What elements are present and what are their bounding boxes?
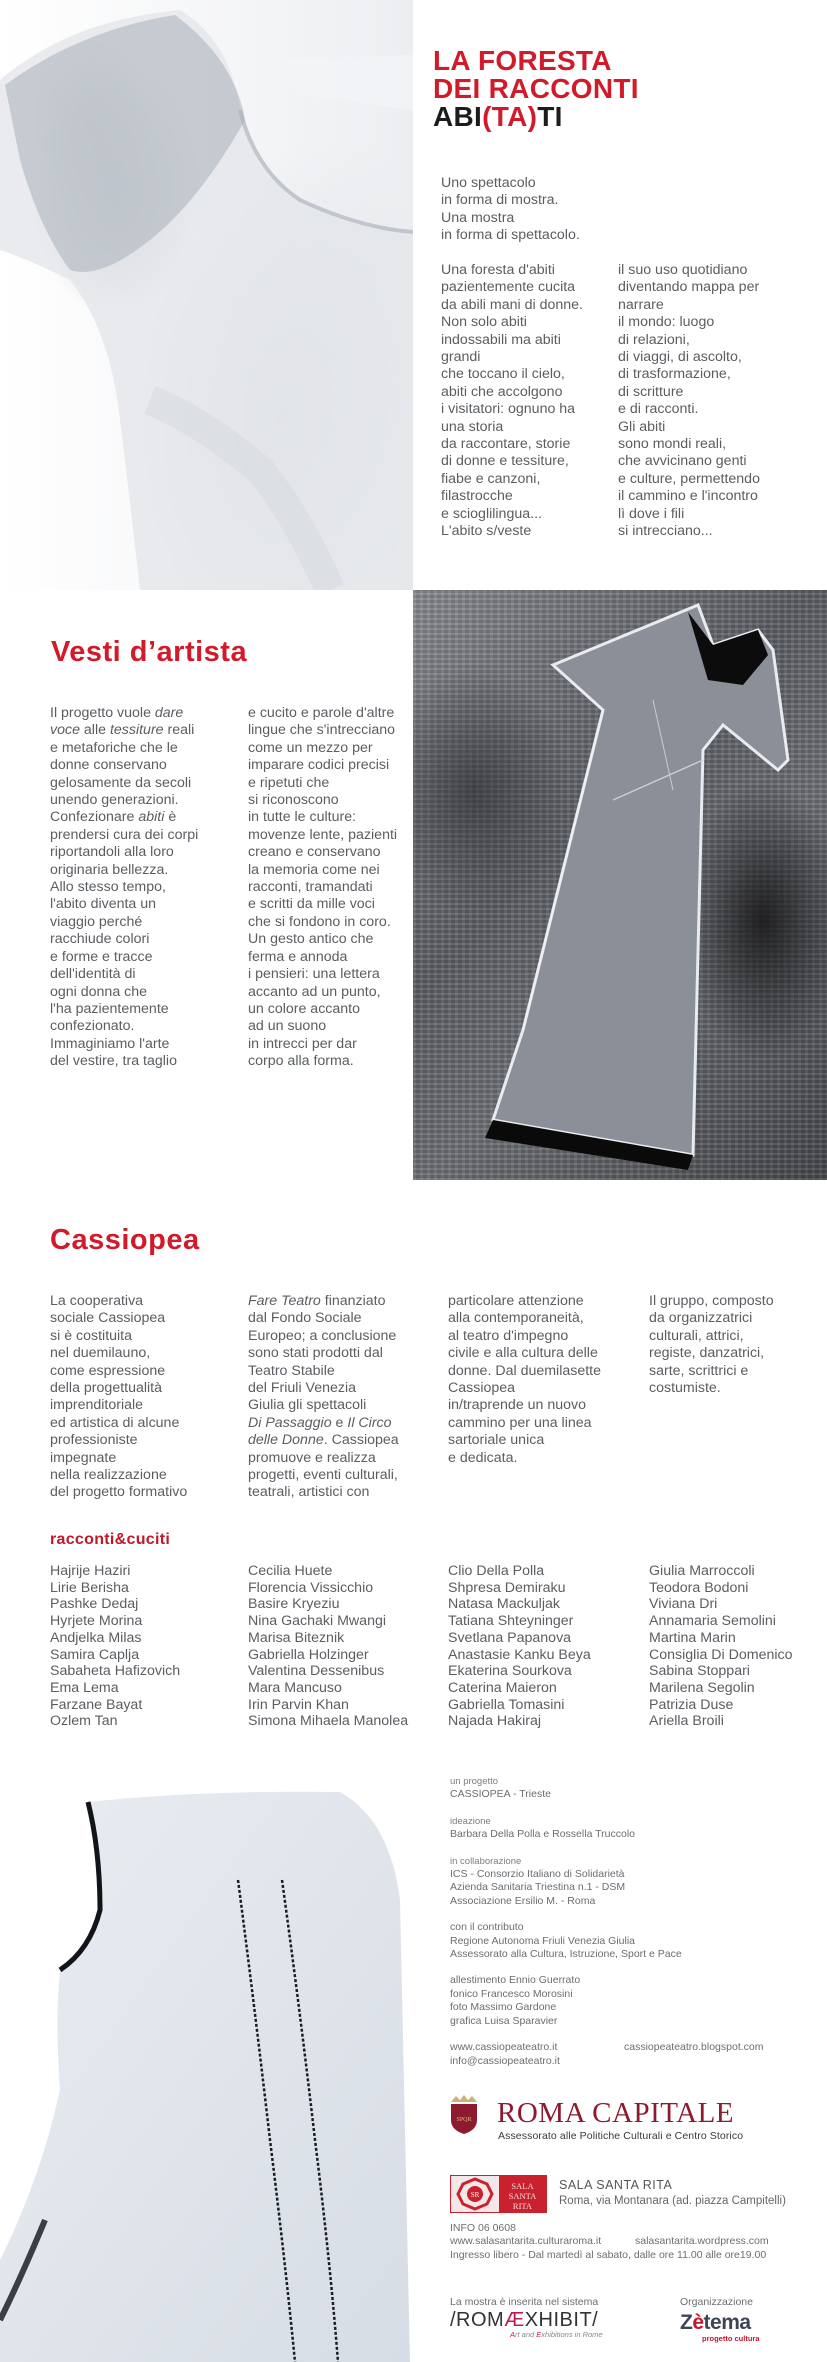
name-item: Lirie Berisha [50,1579,129,1596]
credit-value: foto Massimo Gardone [450,2001,557,2014]
name-item: Natasa Mackuljak [448,1596,560,1613]
name-item: Annamaria Semolini [649,1613,776,1630]
intro-column-1: Una foresta d'abiti pazientemente cucita da abili mani di donne. Non solo abiti indossabili ma abiti grandi che toccano il cielo, abiti che accolgono i visitatori: ognuno ha una storia da raccontare, storie di donne e tessiture, fiabe e canzoni, filastrocche e scioglilingua... L'abito s/veste [441,262,583,540]
crest-text: SPQR [456,2117,472,2123]
name-item: Consiglia Di Domenico [649,1646,793,1663]
names-column-1 [50,1563,250,1730]
name-item: Najada Hakiraj [448,1713,542,1730]
sala-address: Roma, via Montanara (ad. piazza Campitelli) [559,2195,786,2207]
title-line-1: LA FORESTA [433,45,612,76]
cassiopea-column-4: Il gruppo, composto da organizzatrici culturali, attrici, registe, danzatrici, sarte, scrittrici e costumiste. [649,1293,774,1397]
logo-text: XHIBIT/ [524,2309,599,2331]
text-run: finanziato dal Fondo Sociale Europeo; a conclusione sono stati prodotti dal Teatro Stabile del Friuli Venezia Giulia gli spettacoli [248,1293,397,1414]
name-item: Valentina Dessenibus [248,1663,385,1680]
vesti-heading: Vesti d’artista [51,636,248,668]
name-item: Hyrjete Morina [50,1613,143,1630]
credit-collaborazione [450,1855,820,1909]
zetema-tagline: progetto cultura [702,2334,760,2343]
sala-santa-rita-logo [450,2175,547,2213]
title-ta: (TA) [482,101,538,132]
credit-staff [450,1974,820,2028]
exhibition-title [433,47,639,131]
name-item: Anastasie Kanku Beya [448,1646,591,1663]
name-item: Ariella Broili [649,1713,724,1730]
credit-value: fonico Francesco Morosini [450,1987,573,2000]
vest-illustration [0,1760,440,2362]
text-run: alle [79,722,110,739]
name-item: Andjelka Milas [50,1629,142,1646]
logo-text: E [536,2330,542,2339]
title-ti: TI [537,101,563,132]
name-item: Gabriella Holzinger [248,1646,369,1663]
logo-text: /ROM [450,2309,505,2331]
name-item: Sabina Stoppari [649,1663,750,1680]
name-item: Clio Della Polla [448,1563,545,1579]
name-item: Hajrije Haziri [50,1563,131,1579]
cassiopea-column-3: particolare attenzione alla contemporaneità, al teatro d'impegno civile e alla cultura delle donne. Dal duemilasette Cassiopea in/traprende un nuovo cammino per una linea sartoriale unica e dedicata. [448,1293,602,1466]
name-item: Ozlem Tan [50,1713,118,1730]
credit-label: con il contributo [450,1921,524,1934]
text-run: è prendersi cura dei corpi riportandoli alla loro originaria bellezza. Allo stesso tempo, l'abito diventa un viaggio perché racchiude colori e forme e tracce dell'identità di ogni donna che l'ha pazientemente confezionato. Immaginiamo l'arte del vestire, tra taglio [50,809,199,1070]
text-run-italic: voce [50,722,80,739]
blouse-illustration [0,0,413,590]
vesti-column-1 [50,705,240,1071]
roma-capitale-title: ROMA CAPITALE [497,2097,734,2129]
cassiopea-heading: Cassiopea [50,1224,200,1256]
photo-white-blouse [0,0,413,590]
text-run: reali e metaforiche che le donne conservano gelosamente da secoli unendo generazioni. Confezionare [50,722,195,826]
logo-text: tema [703,2311,751,2334]
text-run-italic: Il Circo delle Donne [248,1414,392,1449]
name-item: Samira Caplja [50,1646,140,1663]
logo-text: è [692,2311,704,2334]
text-run: . Cassiopea promuove e realizza progetti, eventi culturali, teatrali, artistici con [248,1432,399,1501]
sala-blog-link[interactable]: salasantarita.wordpress.com [635,2235,769,2248]
roma-capitale-subtitle: Assessorato alle Politiche Culturali e Centro Storico [498,2130,744,2142]
photo-dark-dress [413,590,827,1180]
website-link[interactable]: www.cassiopeateatro.it [450,2041,558,2054]
racconti-heading: racconti&cuciti [50,1531,171,1548]
credit-contacts [450,2041,820,2068]
name-item: Marisa Biteznik [248,1629,345,1646]
name-item: Shpresa Demiraku [448,1579,566,1596]
title-line-2: DEI RACCONTI [433,73,639,104]
names-column-2 [248,1563,448,1730]
roma-crest-icon [448,2094,480,2134]
name-item: Viviana Dri [649,1596,718,1613]
text-run-italic: dare [154,705,184,721]
name-item: Caterina Maieron [448,1679,557,1696]
logo-text: Æ [504,2309,525,2331]
credit-value: Azienda Sanitaria Triestina n.1 - DSM [450,1881,626,1894]
credit-contributo [450,1921,820,1961]
logo-text: xhibitions in Rome [541,2330,603,2339]
name-item: Gabriella Tomasini [448,1696,565,1713]
name-item: Ekaterina Sourkova [448,1663,572,1680]
name-item: Simona Mihaela Manolea [248,1713,409,1730]
credit-label: in collaborazione [450,1855,522,1867]
name-item: Tatiana Shteyninger [448,1613,574,1630]
ssr-mark: SR [470,2191,480,2199]
dress-illustration [413,590,827,1180]
blog-link[interactable]: cassiopeateatro.blogspot.com [624,2041,764,2054]
logo-text: A [510,2330,516,2339]
credit-value: CASSIOPEA - Trieste [450,1788,551,1801]
text-run-italic: Di Passaggio [248,1414,332,1431]
text-run-italic: Fare Teatro [248,1293,321,1309]
vesti-column-2: e cucito e parole d'altre lingue che s'intrecciano come un mezzo per imparare codici precisi e ripetuti che si riconoscono in tutte le culture: movenze lente, pazienti creano e conservano la memoria come nei racconti, tramandati e scritti da mille voci che si fondono in coro. Un gesto antico che ferma e annoda i pensieri: una lettera accanto ad un punto, un colore accanto ad un suono in intrecci per dar corpo alla forma. [248,705,398,1070]
intro-column-2: il suo uso quotidiano diventando mappa per narrare il mondo: luogo di relazioni, di viaggi, di ascolto, di trasformazione, di scritture e di racconti. Gli abiti sono mondi reali, che avvicinano genti e culture, permettendo il cammino e l'incontro lì dove i fili si intrecciano... [618,262,760,540]
sala-web-row [450,2235,820,2248]
credit-ideazione [450,1815,820,1842]
zetema-logo [680,2311,751,2335]
name-item: Florencia Vissicchio [248,1579,374,1596]
intro-lead: Uno spettacolo in forma di mostra. Una mostra in forma di spettacolo. [441,175,580,244]
credit-value: Barbara Della Polla e Rossella Truccolo [450,1828,636,1841]
name-item: Ema Lema [50,1679,119,1696]
credit-value: Associazione Ersilio M. - Roma [450,1894,596,1907]
names-column-3 [448,1563,648,1730]
name-item: Giulia Marroccoli [649,1563,755,1579]
ssr-logo-text: SALA SANTA RITA [499,2176,546,2212]
name-item: Patrizia Duse [649,1696,734,1713]
system-label: La mostra è inserita nel sistema [450,2296,599,2308]
sala-website-link[interactable]: www.salasantarita.culturaroma.it [450,2235,602,2248]
text-run-italic: abiti [138,809,165,826]
name-item: Irin Parvin Khan [248,1696,349,1713]
names-column-4 [649,1563,827,1730]
romaexhibit-logo [450,2309,598,2332]
text-run-italic: tessiture [109,722,164,739]
organizzazione-label: Organizzazione [680,2296,753,2308]
title-abi: ABI [433,101,483,132]
credit-label: un progetto [450,1776,499,1787]
name-item: Sabaheta Hafizovich [50,1663,181,1680]
name-item: Teodora Bodoni [649,1579,749,1596]
title-line-3 [433,103,639,131]
name-item: Basire Kryeziu [248,1596,340,1613]
name-item: Cecilia Huete [248,1563,333,1579]
cassiopea-column-1: La cooperativa sociale Cassiopea si è costituita nel duemilauno, come espressione della progettualità imprenditoriale ed artistica di alcune professioniste impegnate nella realizzazione del progetto formativo [50,1293,188,1501]
photo-white-vest [0,1760,440,2362]
credit-value: Regione Autonoma Friuli Venezia Giulia [450,1934,636,1947]
credit-web-row [450,2041,820,2054]
credits-block [450,1775,820,2068]
credit-value: ICS - Consorzio Italiano di Solidarietà [450,1868,625,1881]
logo-text: Z [680,2311,693,2334]
text-run: e [331,1414,348,1431]
credit-label: ideazione [450,1815,491,1827]
name-item: Farzane Bayat [50,1696,143,1713]
name-item: Marilena Segolin [649,1679,755,1696]
romaexhibit-tagline [510,2330,603,2339]
credit-value: grafica Luisa Sparavier [450,2014,558,2027]
text-run: Il progetto vuole [50,705,155,721]
sala-hours: Ingresso libero - Dal martedì al sabato, dalle ore 11.00 alle ore19.00 [450,2248,767,2261]
ssr-emblem-icon [451,2176,499,2212]
email-link[interactable]: info@cassiopeateatro.it [450,2054,560,2067]
sala-name: SALA SANTA RITA [559,2178,673,2192]
logo-text: rt and [515,2330,537,2339]
name-item: Pashke Dedaj [50,1596,139,1613]
credit-value: Assessorato alla Cultura, Istruzione, Sport e Pace [450,1948,682,1961]
sala-phone: INFO 06 0608 [450,2222,516,2234]
cassiopea-column-2 [248,1293,443,1502]
credit-progetto [450,1775,820,1802]
credit-value: allestimento Ennio Guerrato [450,1974,581,1987]
name-item: Martina Marin [649,1629,736,1646]
name-item: Nina Gachaki Mwangi [248,1613,386,1630]
sala-info-block [450,2222,820,2262]
name-item: Mara Mancuso [248,1679,342,1696]
name-item: Svetlana Papanova [448,1629,572,1646]
